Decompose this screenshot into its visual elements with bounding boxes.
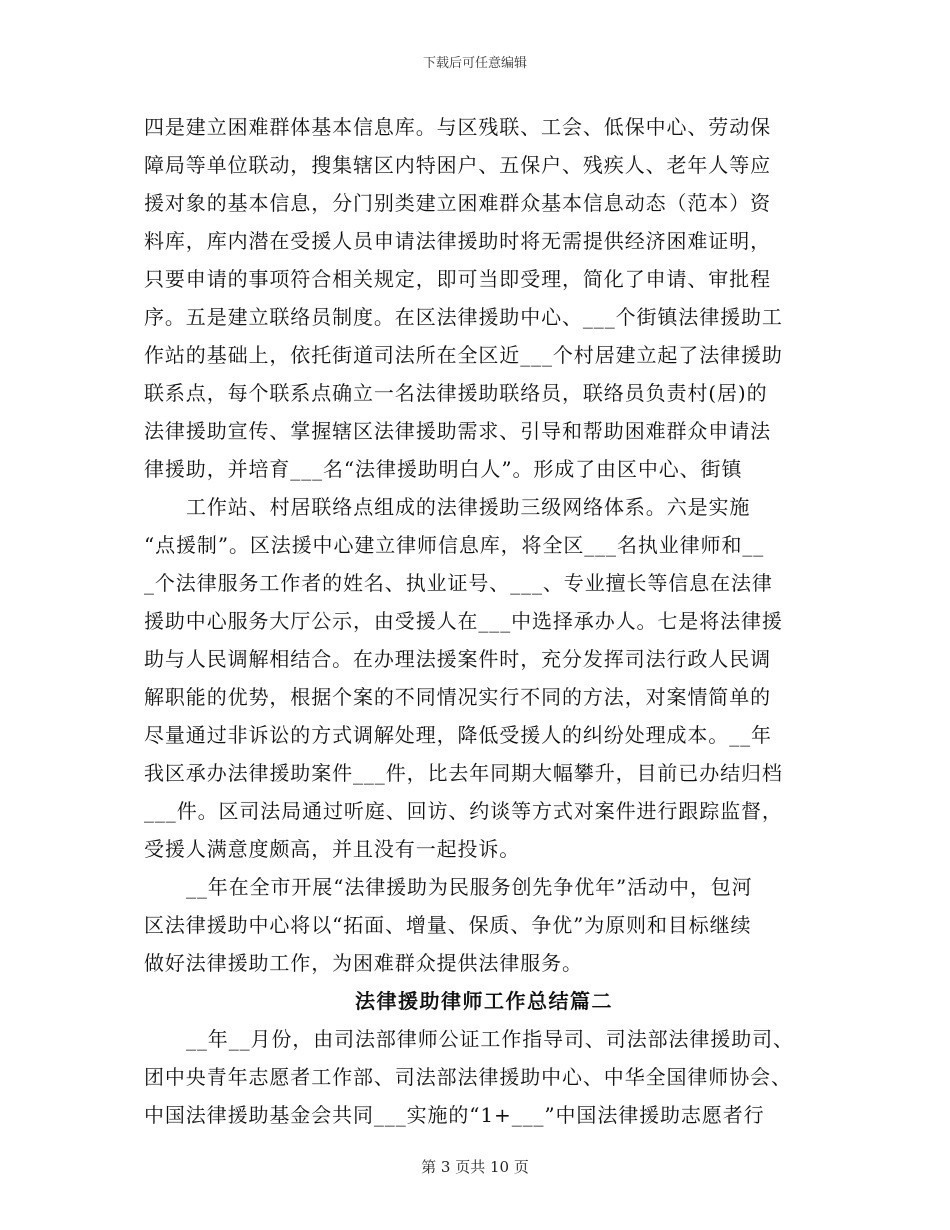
text-line: 律援助，并培育___名“法律援助明白人”。形成了由区中心、街镇	[144, 457, 743, 481]
text-line: 助与人民调解相结合。在办理法援案件时，充分发挥司法行政人民调	[144, 647, 771, 671]
text-line: 工作站、村居联络点组成的法律援助三级网络体系。六是实施	[186, 495, 751, 519]
text-line: 序。五是建立联络员制度。在区法律援助中心、___个街镇法律援助工	[144, 305, 783, 329]
text-line: 作站的基础上，依托街道司法所在全区近___个村居建立起了法律援助	[144, 343, 783, 367]
paragraph-1	[144, 108, 824, 488]
text-line: 解职能的优势，根据个案的不同情况实行不同的方法，对案情简单的	[144, 685, 771, 709]
paragraph-3	[144, 868, 824, 982]
text-line: 料库，库内潜在受援人员申请法律援助时将无需提供经济困难证明，	[144, 229, 771, 253]
text-line: 团中央青年志愿者工作部、司法部法律援助中心、中华全国律师协会、	[144, 1065, 792, 1089]
section-title: 法律援助律师工作总结篇二	[355, 989, 613, 1013]
text-line: 受援人满意度颇高，并且没有一起投诉。	[144, 837, 521, 861]
text-line: ___件。区司法局通过听庭、回访、约谈等方式对案件进行跟踪监督，	[144, 799, 783, 823]
text-line: “点援制”。区法援中心建立律师信息库，将全区___名执业律师和__	[144, 533, 765, 557]
text-line: 障局等单位联动，搜集辖区内特困户、五保户、残疾人、老年人等应	[144, 153, 771, 177]
text-line: __年__月份，由司法部律师公证工作指导司、司法部法律援助司、	[186, 1027, 794, 1051]
text-line: 做好法律援助工作，为困难群众提供法律服务。	[144, 951, 583, 975]
text-line: 我区承办法律援助案件___件，比去年同期大幅攀升，目前已办结归档	[144, 761, 783, 785]
text-line: 只要申请的事项符合相关规定，即可当即受理，简化了申请、审批程	[144, 267, 771, 291]
text-line: 尽量通过非诉讼的方式调解处理，降低受援人的纠纷处理成本。__年	[144, 723, 772, 747]
page-header-note: 下载后可任意编辑	[422, 56, 527, 71]
text-line: 法律援助宣传、掌握辖区法律援助需求、引导和帮助困难群众申请法	[144, 419, 771, 443]
text-line: 联系点，每个联系点确立一名法律援助联络员，联络员负责村(居)的	[144, 381, 768, 405]
text-line: 援助中心服务大厅公示，由受援人在___中选择承办人。七是将法律援	[144, 609, 783, 633]
section-paragraph	[144, 1020, 824, 1134]
text-line: _个法律服务工作者的姓名、执业证号、___、专业擅长等信息在法律	[144, 571, 773, 595]
document-body	[144, 108, 824, 1134]
text-line: 四是建立困难群体基本信息库。与区残联、工会、低保中心、劳动保	[144, 115, 771, 139]
paragraph-2	[144, 488, 824, 868]
text-line: 援对象的基本信息，分门别类建立困难群众基本信息动态（范本）资	[144, 191, 771, 215]
text-line: 中国法律援助基金会共同___实施的“1+___”中国法律援助志愿者行	[144, 1103, 765, 1127]
text-line: 区法律援助中心将以“拓面、增量、保质、争优”为原则和目标继续	[144, 913, 752, 937]
page-number-footer: 第 3 页共 10 页	[421, 1158, 529, 1176]
text-line: __年在全市开展“法律援助为民服务创先争优年”活动中，包河	[186, 875, 753, 899]
